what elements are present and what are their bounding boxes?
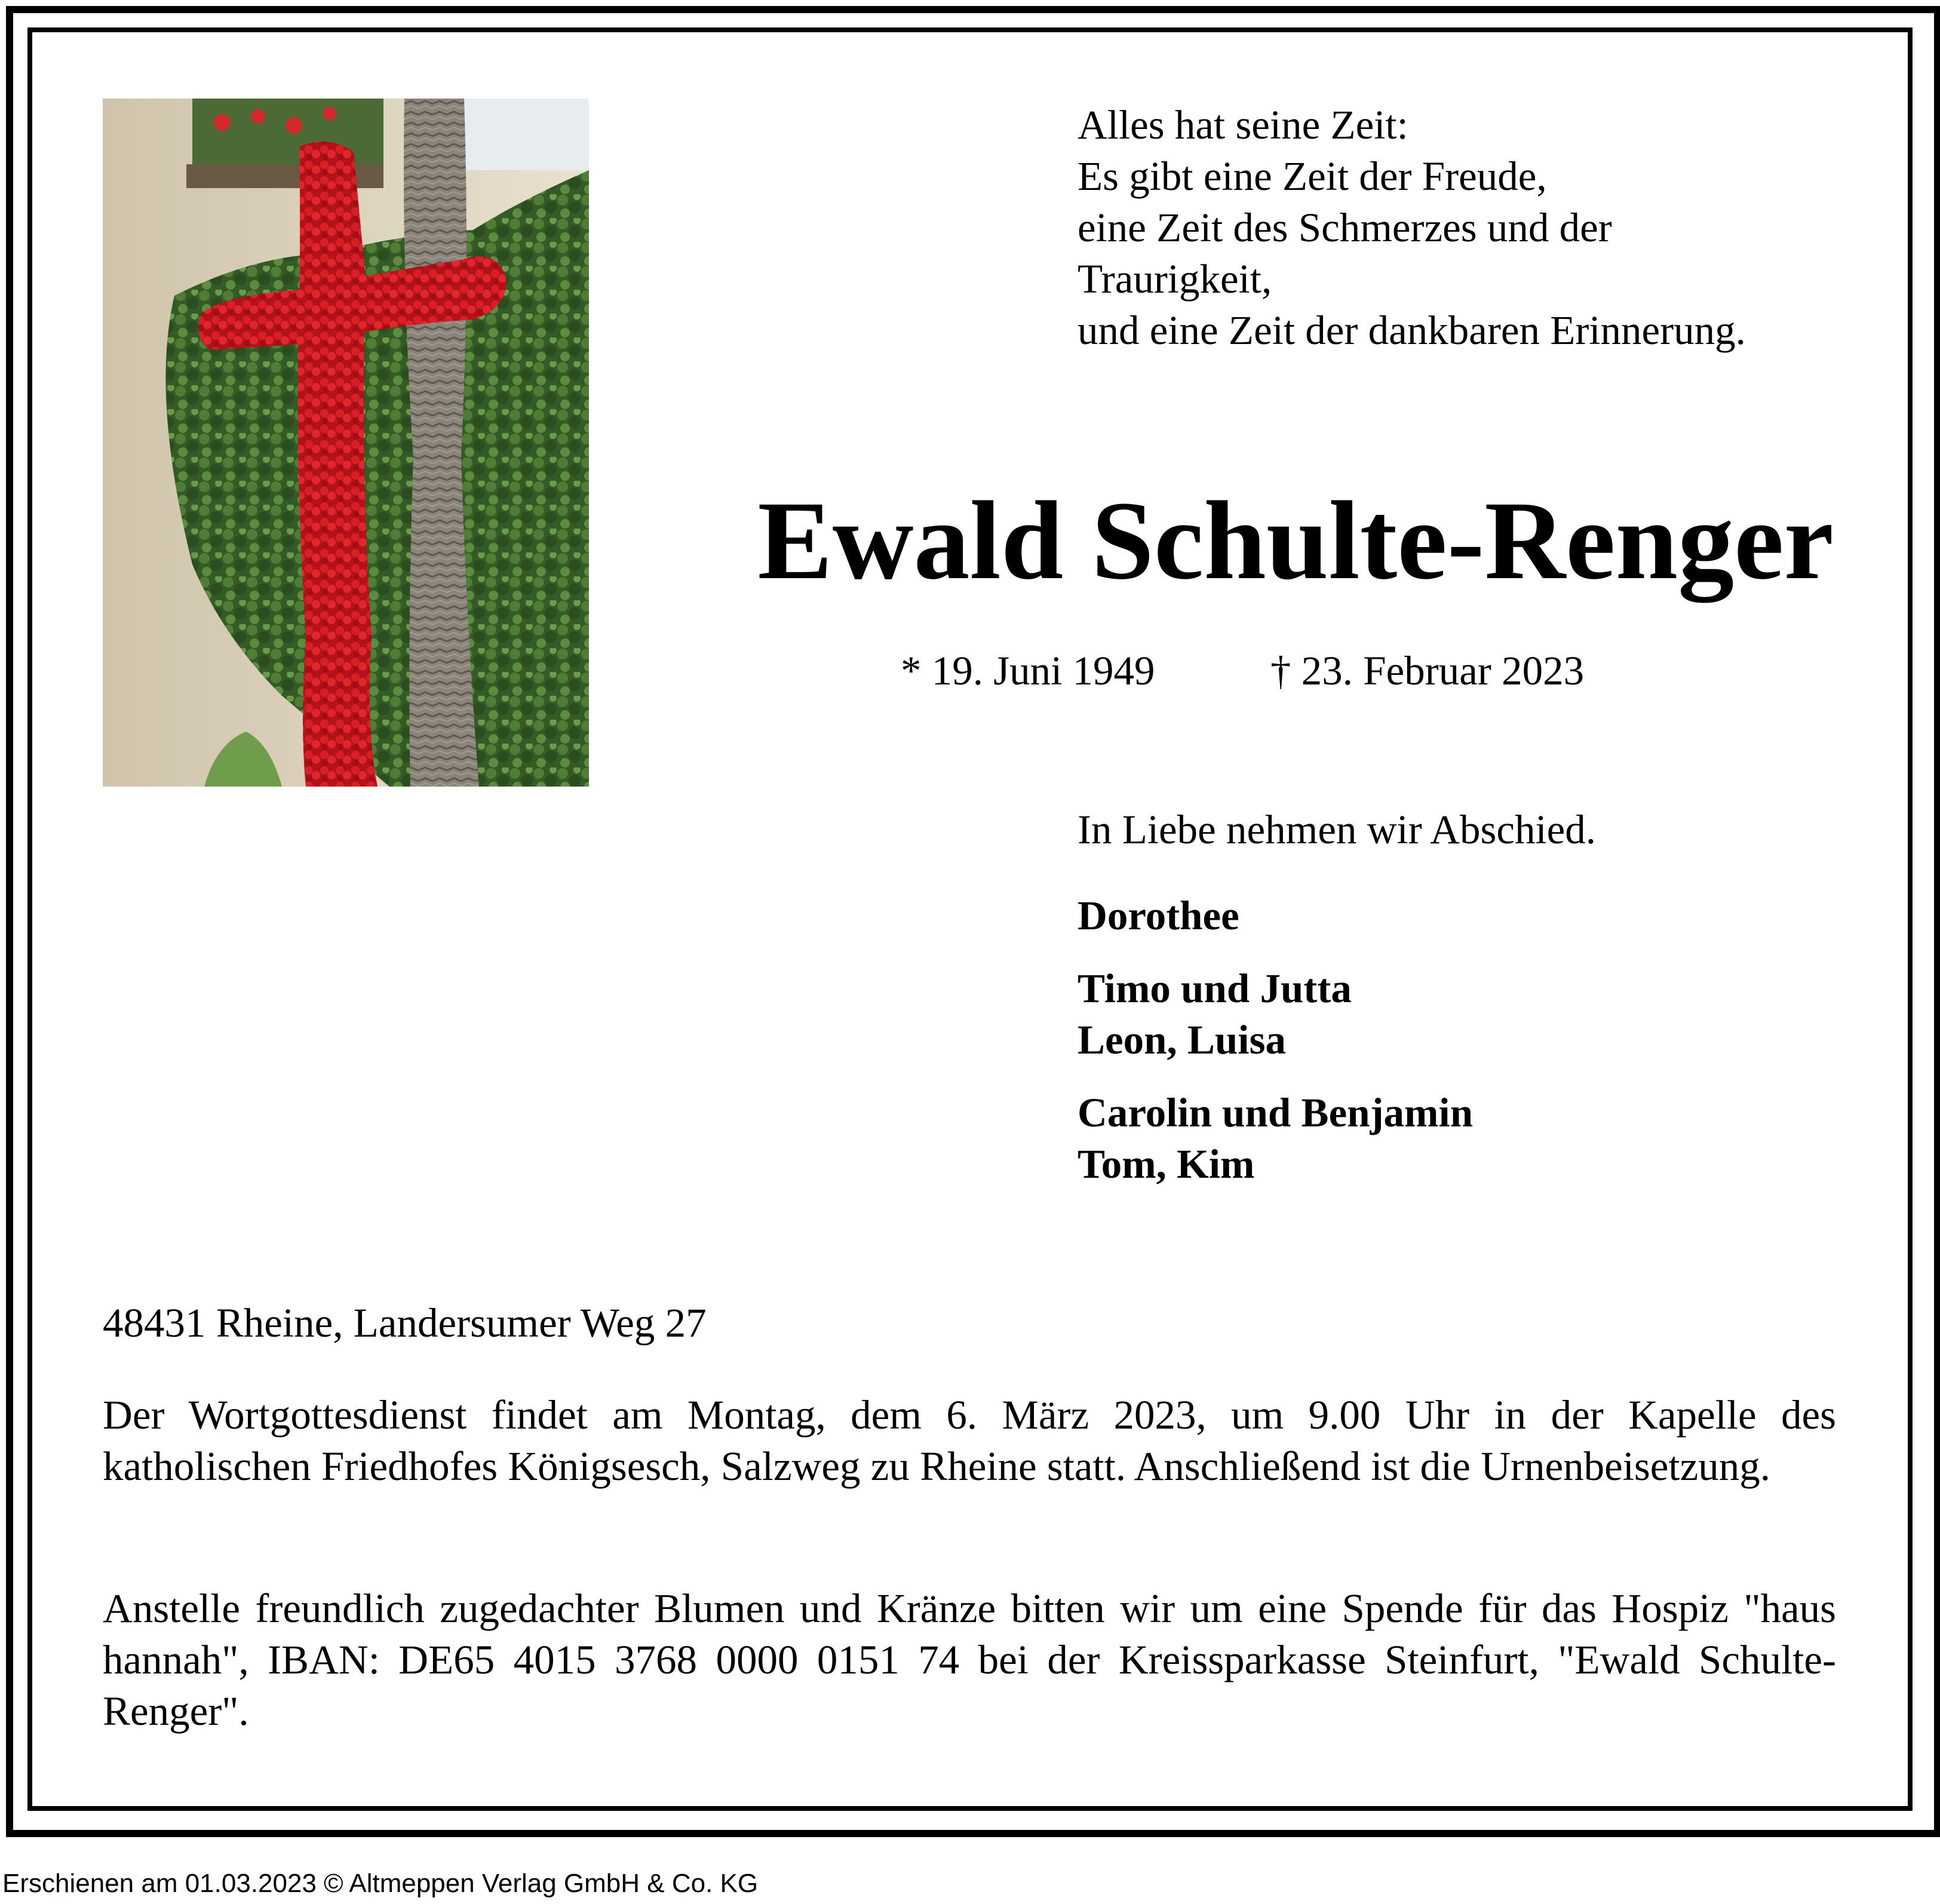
- farewell-text: In Liebe nehmen wir Abschied.: [1078, 807, 1596, 852]
- family-group-3: [1078, 1087, 1473, 1190]
- family-member: Leon, Luisa: [1078, 1017, 1286, 1062]
- birth-date: * 19. Juni 1949: [901, 648, 1155, 693]
- service-info: Der Wortgottesdienst findet am Montag, dem 6. März 2023, um 9.00 Uhr in der Kapelle des katholischen Friedhofes Königsesch, Salzweg zu Rheine statt. Anschließend ist die Urnenbeisetzung.: [103, 1392, 1836, 1489]
- verse-line: und eine Zeit der dankbaren Erinnerung.: [1078, 308, 1746, 353]
- publication-footer: Erschienen am 01.03.2023 © Altmeppen Verlag GmbH & Co. KG: [2, 1869, 759, 1898]
- family-member: Timo und Jutta: [1078, 966, 1352, 1011]
- deceased-name: Ewald Schulte-Renger: [757, 478, 1834, 603]
- flower-cross-photo: [103, 99, 589, 787]
- family-group-1: [1078, 890, 1239, 941]
- death-date: † 23. Februar 2023: [1270, 648, 1585, 693]
- family-member: Dorothee: [1078, 893, 1239, 938]
- family-member: Tom, Kim: [1078, 1141, 1255, 1187]
- donation-info: Anstelle freundlich zugedachter Blumen und Kränze bitten wir um eine Spende für das Hospiz "haus hannah", IBAN: DE65 4015 3768 0000 0151 74 bei der Kreissparkasse Steinfurt, "Ewald Schulte-Renger".: [103, 1586, 1836, 1734]
- flower-cross-image: [103, 99, 589, 787]
- address: 48431 Rheine, Landersumer Weg 27: [103, 1300, 707, 1346]
- verse-line: eine Zeit des Schmerzes und der: [1078, 205, 1612, 250]
- family-group-2: [1078, 963, 1352, 1065]
- family-member: Carolin und Benjamin: [1078, 1090, 1474, 1135]
- verse-line: Alles hat seine Zeit:: [1078, 102, 1408, 148]
- verse-line: Es gibt eine Zeit der Freude,: [1078, 153, 1547, 199]
- verse: [1078, 99, 1902, 356]
- verse-line: Traurigkeit,: [1078, 256, 1272, 302]
